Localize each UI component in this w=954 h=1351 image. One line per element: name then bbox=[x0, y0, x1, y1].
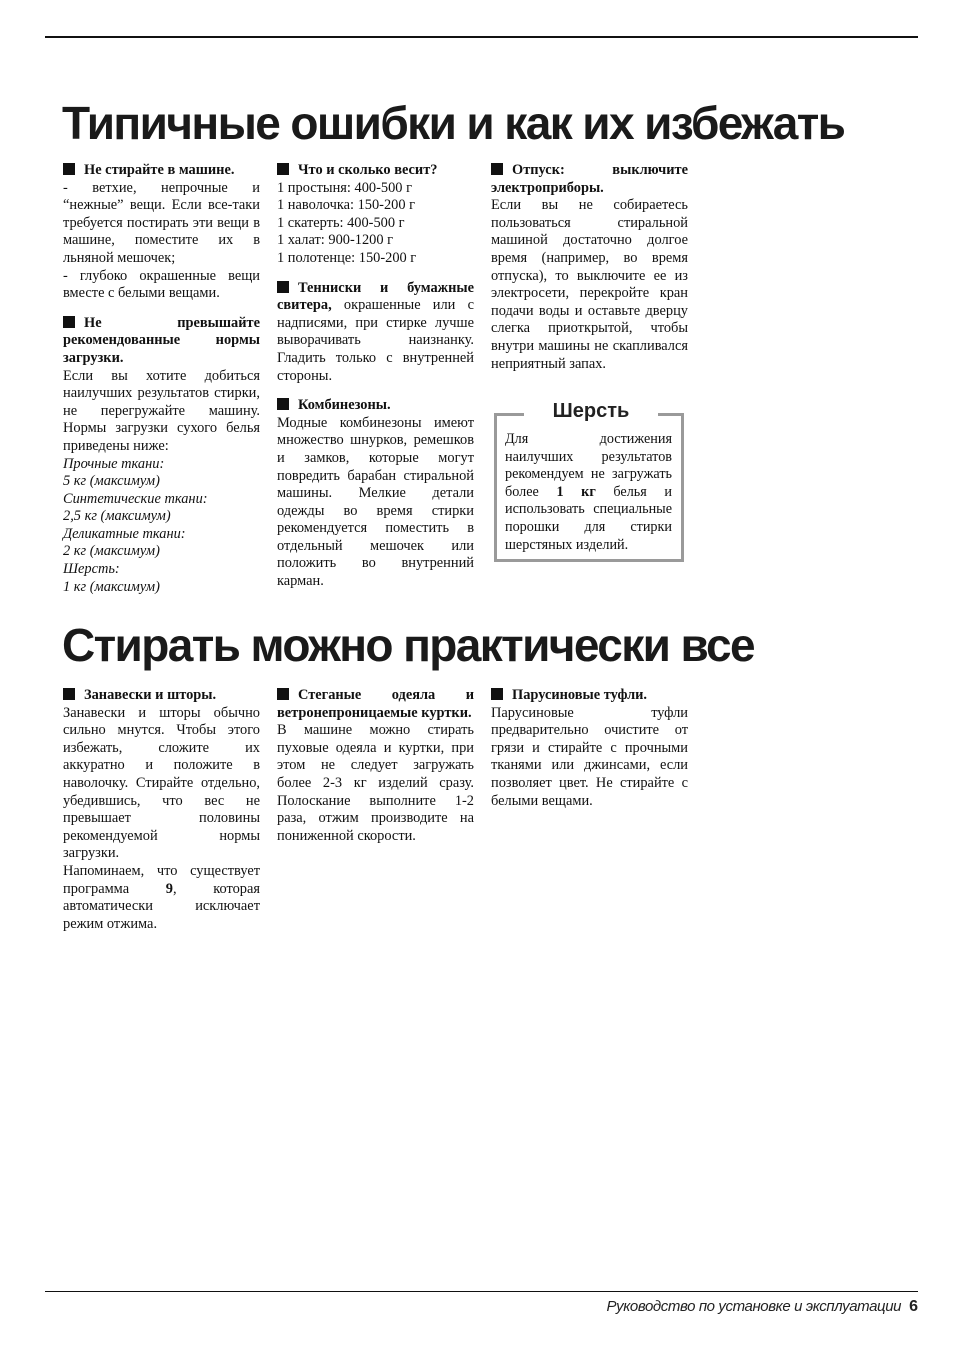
weight-item: 1 простыня: 400-500 г bbox=[277, 179, 412, 196]
bullet-square-icon bbox=[277, 398, 289, 410]
section-no-wash bbox=[63, 162, 260, 303]
bullet-square-icon bbox=[63, 316, 75, 328]
bullet-square-icon bbox=[277, 163, 289, 175]
weight-item: 1 полотенце: 150-200 г bbox=[277, 249, 417, 266]
paragraph: Занавески и шторы обычно сильно мнутся. Чтобы этого избежать, сложите их аккуратно и положите в наволочку. Стирайте отдельно, убедившись, что вес не превышает половины рекомендуемой нормы загрузки. bbox=[63, 704, 260, 862]
section-heading-mistakes: Типичные ошибки и как их избежать bbox=[62, 97, 845, 149]
bullet-square-icon bbox=[63, 688, 75, 700]
weight-item: 1 халат: 900-1200 г bbox=[277, 232, 394, 249]
wool-tip-title: Шерсть bbox=[524, 399, 658, 423]
note-text: Напоминаем, что существует программа bbox=[63, 862, 260, 897]
bullet-square-icon bbox=[63, 163, 75, 175]
section-quilts bbox=[277, 687, 474, 845]
bullet-square-icon bbox=[277, 281, 289, 293]
section-title: Комбинезоны. bbox=[298, 397, 391, 414]
paragraph: - глубоко окрашенные вещи вместе с белыми вещами. bbox=[63, 267, 260, 302]
washable-column-1 bbox=[63, 687, 260, 933]
top-rule bbox=[45, 36, 918, 38]
mistakes-column-3 bbox=[491, 162, 688, 373]
load-label: Деликатные ткани: bbox=[63, 525, 186, 542]
section-title: Отпуск: выключите электроприборы. bbox=[491, 162, 688, 196]
wool-tip-text-part: белья и использовать специальные порошки для стирки шерстяных изделий. bbox=[505, 483, 673, 553]
paragraph: окрашенные или с надписями, при стирке лучше выворачивать наизнанку. Гладить только с внутренней стороны. bbox=[277, 297, 474, 384]
section-title: Не стирайте в машине. bbox=[84, 162, 235, 178]
page-number: 6 bbox=[909, 1298, 918, 1315]
paragraph: Если вы хотите добиться наилучших результатов стирки, не перегружайте машину. Нормы загрузки сухого белья приведены ниже: bbox=[63, 367, 260, 454]
section-canvas-shoes bbox=[491, 687, 688, 810]
section-heading-washable: Стирать можно практически все bbox=[62, 619, 755, 671]
section-title: Парусиновые туфли. bbox=[512, 687, 648, 703]
section-curtains bbox=[63, 687, 260, 933]
mistakes-column-2 bbox=[277, 162, 474, 591]
section-vacation bbox=[491, 162, 688, 373]
weight-item: 1 скатерть: 400-500 г bbox=[277, 214, 405, 231]
note-text: , которая автоматически исключает режим отжима. bbox=[63, 880, 260, 932]
load-value: 5 кг (максимум) bbox=[63, 473, 160, 490]
section-title: Не превышайте рекомендованные нормы загрузки. bbox=[63, 314, 260, 366]
section-title: Стеганые одеяла и ветронепроницаемые куртки. bbox=[277, 687, 474, 721]
wool-tip-amount: 1 кг bbox=[556, 483, 596, 500]
paragraph: Модные комбинезоны имеют множество шнурков, ремешков и замков, которые могут повредить барабан стиральной машины. Мелкие детали одежды во время стирки рекомендуется поместить в отдельный мешочек или положить во внутренний карман. bbox=[277, 414, 474, 590]
section-weights bbox=[277, 162, 474, 268]
load-value: 1 кг (максимум) bbox=[63, 578, 160, 595]
load-label: Прочные ткани: bbox=[63, 455, 165, 472]
paragraph: Если вы не собираетесь пользоваться стиральной машиной достаточно долгое время (например, во время отпуска), то выключите ее из электросети, перекройте кран подачи воды и оставьте дверцу слегка приоткрытой, чтобы внутри машины не скапливался неприятный запах. bbox=[491, 197, 688, 372]
section-overalls bbox=[277, 397, 474, 591]
washable-column-3 bbox=[491, 687, 688, 810]
section-title: Что и сколько весит? bbox=[298, 162, 438, 178]
paragraph bbox=[63, 863, 260, 933]
section-title: Тенниски и бумажные свитера, bbox=[277, 279, 474, 314]
paragraph: Парусиновые туфли предварительно очистите от грязи и стирайте с прочными тканями или джинсами, если позволяет цвет. Не стирайте с белыми вещами. bbox=[491, 704, 688, 809]
load-label: Синтетические ткани: bbox=[63, 490, 208, 507]
load-label: Шерсть: bbox=[63, 561, 120, 578]
program-number: 9 bbox=[165, 880, 173, 897]
paragraph: - ветхие, непрочные и “нежные” вещи. Если все-таки требуется постирать эти вещи в машине, поместите их в льняной мешочек; bbox=[63, 179, 260, 266]
footer-title: Руководство по установке и эксплуатации bbox=[606, 1298, 902, 1315]
wool-tip-text bbox=[505, 431, 672, 554]
section-sneakers bbox=[277, 280, 474, 386]
bottom-rule bbox=[45, 1291, 918, 1292]
section-load-limits bbox=[63, 315, 260, 597]
bullet-square-icon bbox=[491, 163, 503, 175]
washable-column-2 bbox=[277, 687, 474, 845]
section-title: Занавески и шторы. bbox=[84, 687, 217, 703]
bullet-square-icon bbox=[277, 688, 289, 700]
mistakes-column-1 bbox=[63, 162, 260, 596]
paragraph: В машине можно стирать пуховые одеяла и куртки, при этом не следует загружать более 2-3 кг изделий сразу. Полоскание выполните 1-2 раза, отжим производите на пониженной скорости. bbox=[277, 722, 474, 844]
wool-tip-text-part: Для достижения наилучших результатов рекомендуем не загружать более bbox=[505, 431, 672, 500]
load-value: 2,5 кг (максимум) bbox=[63, 508, 171, 525]
page-footer bbox=[607, 1298, 918, 1316]
weight-item: 1 наволочка: 150-200 г bbox=[277, 197, 416, 214]
bullet-square-icon bbox=[491, 688, 503, 700]
load-value: 2 кг (максимум) bbox=[63, 543, 160, 560]
